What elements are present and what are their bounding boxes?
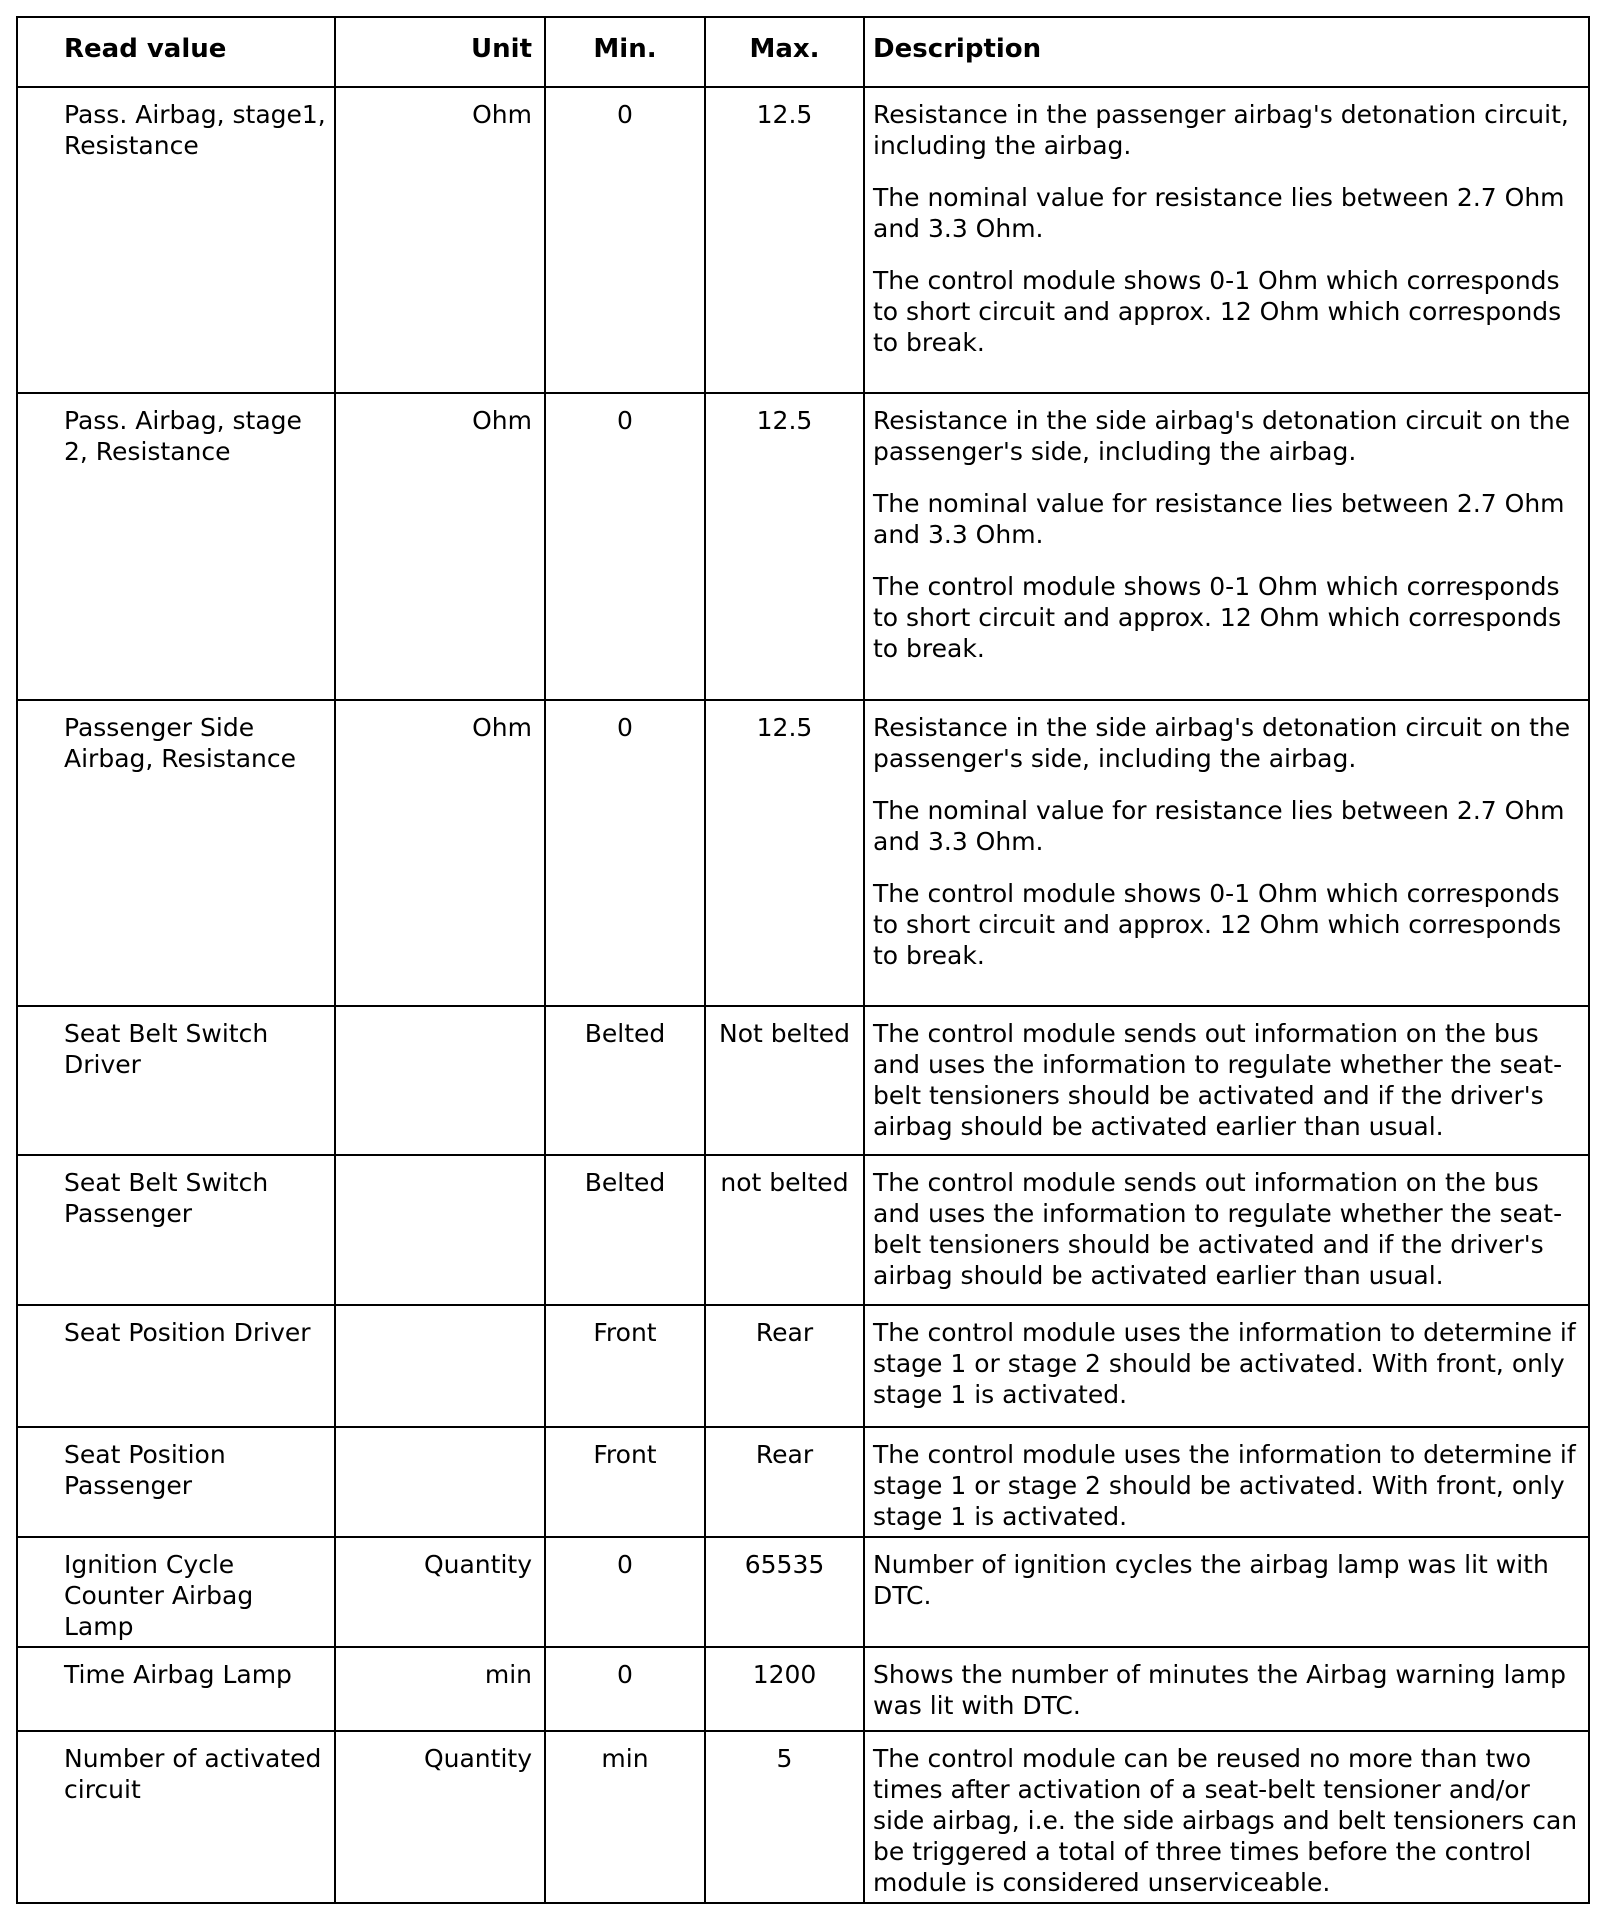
row-description bbox=[864, 393, 1589, 700]
row-min: min bbox=[545, 1731, 705, 1903]
row-description bbox=[864, 1731, 1589, 1903]
row-description bbox=[864, 1537, 1589, 1647]
table-row bbox=[17, 393, 1589, 700]
row-description bbox=[864, 700, 1589, 1006]
row-min: Front bbox=[545, 1305, 705, 1427]
row-read-value: Ignition Cycle Counter Airbag Lamp bbox=[17, 1537, 335, 1647]
row-read-value: Pass. Airbag, stage1, Resistance bbox=[17, 87, 335, 393]
row-max: 12.5 bbox=[705, 393, 864, 700]
header-unit: Unit bbox=[335, 17, 545, 87]
row-max: Not belted bbox=[705, 1006, 864, 1155]
row-description bbox=[864, 1647, 1589, 1731]
row-unit: Quantity bbox=[335, 1731, 545, 1903]
table-row bbox=[17, 1537, 1589, 1647]
table-row bbox=[17, 87, 1589, 393]
table-row bbox=[17, 700, 1589, 1006]
row-max: Rear bbox=[705, 1305, 864, 1427]
description-paragraph: The nominal value for resistance lies between 2.7 Ohm and 3.3 Ohm. bbox=[873, 183, 1565, 243]
row-min: Belted bbox=[545, 1155, 705, 1305]
row-read-value: Pass. Airbag, stage 2, Resistance bbox=[17, 393, 335, 700]
row-read-value: Number of activated circuit bbox=[17, 1731, 335, 1903]
row-min: 0 bbox=[545, 1537, 705, 1647]
row-description bbox=[864, 1155, 1589, 1305]
table-row bbox=[17, 1647, 1589, 1731]
row-description bbox=[864, 1006, 1589, 1155]
row-unit: Ohm bbox=[335, 87, 545, 393]
row-read-value: Seat Position Driver bbox=[17, 1305, 335, 1427]
table-row bbox=[17, 1731, 1589, 1903]
row-read-value: Seat Position Passenger bbox=[17, 1427, 335, 1537]
row-max: not belted bbox=[705, 1155, 864, 1305]
row-min: 0 bbox=[545, 700, 705, 1006]
row-read-value: Time Airbag Lamp bbox=[17, 1647, 335, 1731]
row-unit bbox=[335, 1006, 545, 1155]
description-paragraph: The control module uses the information to determine if stage 1 or stage 2 should be activated. With front, only stage 1 is activated. bbox=[873, 1440, 1576, 1531]
description-paragraph: Number of ignition cycles the airbag lamp was lit with DTC. bbox=[873, 1550, 1549, 1610]
row-read-value: Seat Belt Switch Passenger bbox=[17, 1155, 335, 1305]
description-paragraph: The control module sends out information on the bus and uses the information to regulate whether the seat-belt tensioners should be activated and if the driver's airbag should be activated earlier than usual. bbox=[873, 1019, 1563, 1141]
table-row bbox=[17, 1305, 1589, 1427]
row-unit: min bbox=[335, 1647, 545, 1731]
description-paragraph: The control module can be reused no more than two times after activation of a seat-belt tensioner and/or side airbag, i.e. the side airbags and belt tensioners can be triggered a total of three times before the control module is considered unserviceable. bbox=[873, 1744, 1578, 1897]
header-min: Min. bbox=[545, 17, 705, 87]
row-unit bbox=[335, 1427, 545, 1537]
row-max: 12.5 bbox=[705, 87, 864, 393]
table-row bbox=[17, 1155, 1589, 1305]
row-description bbox=[864, 1427, 1589, 1537]
description-paragraph: Resistance in the side airbag's detonation circuit on the passenger's side, including the airbag. bbox=[873, 406, 1571, 466]
description-paragraph: The control module shows 0-1 Ohm which corresponds to short circuit and approx. 12 Ohm which corresponds to break. bbox=[873, 572, 1562, 663]
row-min: Front bbox=[545, 1427, 705, 1537]
header-row bbox=[17, 17, 1589, 87]
row-unit bbox=[335, 1155, 545, 1305]
row-max: 5 bbox=[705, 1731, 864, 1903]
row-max: Rear bbox=[705, 1427, 864, 1537]
row-unit bbox=[335, 1305, 545, 1427]
description-paragraph: The control module uses the information to determine if stage 1 or stage 2 should be activated. With front, only stage 1 is activated. bbox=[873, 1318, 1576, 1409]
row-unit: Quantity bbox=[335, 1537, 545, 1647]
description-paragraph: The nominal value for resistance lies between 2.7 Ohm and 3.3 Ohm. bbox=[873, 796, 1565, 856]
row-unit: Ohm bbox=[335, 700, 545, 1006]
header-max: Max. bbox=[705, 17, 864, 87]
description-paragraph: Resistance in the passenger airbag's detonation circuit, including the airbag. bbox=[873, 100, 1569, 160]
row-read-value: Seat Belt Switch Driver bbox=[17, 1006, 335, 1155]
row-min: 0 bbox=[545, 87, 705, 393]
header-description: Description bbox=[864, 17, 1589, 87]
table-row bbox=[17, 1427, 1589, 1537]
row-max: 65535 bbox=[705, 1537, 864, 1647]
row-unit: Ohm bbox=[335, 393, 545, 700]
row-min: 0 bbox=[545, 1647, 705, 1731]
description-paragraph: The control module sends out information on the bus and uses the information to regulate whether the seat-belt tensioners should be activated and if the driver's airbag should be activated earlier than usual. bbox=[873, 1168, 1563, 1290]
header-read-value: Read value bbox=[17, 17, 335, 87]
description-paragraph: The control module shows 0-1 Ohm which corresponds to short circuit and approx. 12 Ohm which corresponds to break. bbox=[873, 266, 1562, 357]
row-description bbox=[864, 87, 1589, 393]
description-paragraph: The nominal value for resistance lies between 2.7 Ohm and 3.3 Ohm. bbox=[873, 489, 1565, 549]
row-description bbox=[864, 1305, 1589, 1427]
row-read-value: Passenger Side Airbag, Resistance bbox=[17, 700, 335, 1006]
row-max: 1200 bbox=[705, 1647, 864, 1731]
table-row bbox=[17, 1006, 1589, 1155]
row-max: 12.5 bbox=[705, 700, 864, 1006]
description-paragraph: The control module shows 0-1 Ohm which corresponds to short circuit and approx. 12 Ohm which corresponds to break. bbox=[873, 879, 1562, 970]
row-min: 0 bbox=[545, 393, 705, 700]
description-paragraph: Shows the number of minutes the Airbag warning lamp was lit with DTC. bbox=[873, 1660, 1566, 1720]
read-values-table bbox=[16, 16, 1590, 1904]
row-min: Belted bbox=[545, 1006, 705, 1155]
description-paragraph: Resistance in the side airbag's detonation circuit on the passenger's side, including the airbag. bbox=[873, 713, 1571, 773]
